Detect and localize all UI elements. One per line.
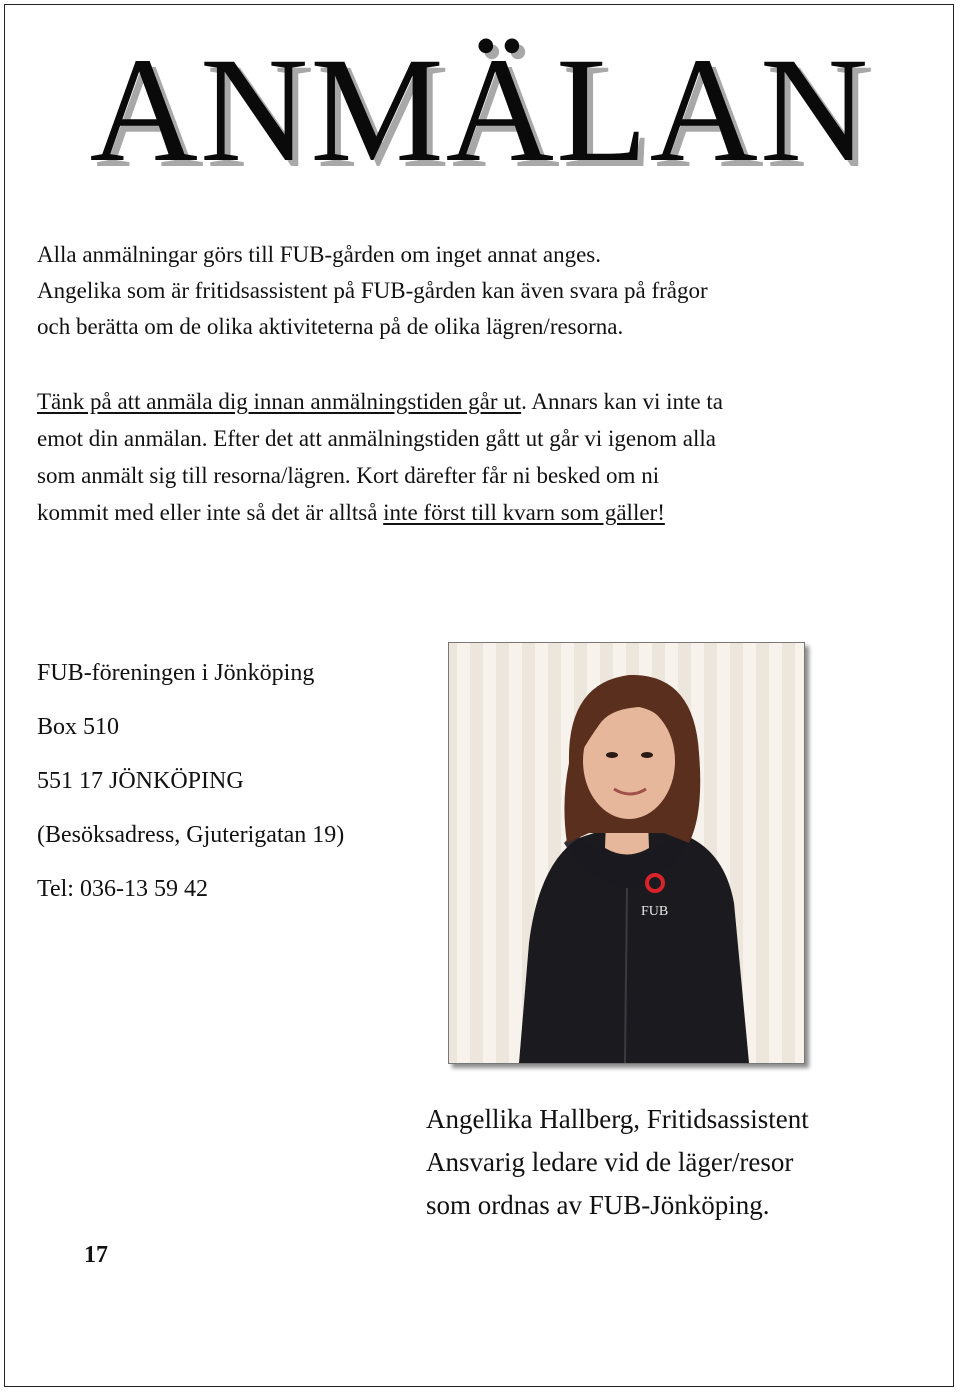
registration-notice	[37, 383, 917, 531]
intro-line: och berätta om de olika aktiviteterna på de olika lägren/resorna.	[37, 314, 624, 339]
notice-text: . Annars kan vi inte ta	[521, 389, 723, 414]
postal-city: 551 17 JÖNKÖPING	[37, 768, 244, 794]
intro-line: Alla anmälningar görs till FUB-gården om inget annat anges.	[37, 242, 602, 267]
page-number: 17	[84, 1242, 108, 1268]
caption-organizer: som ordnas av FUB-Jönköping.	[426, 1190, 770, 1220]
notice-line: som anmält sig till resorna/lägren. Kort därefter får ni besked om ni	[37, 463, 660, 488]
photo-caption	[426, 1098, 936, 1227]
contact-address	[37, 655, 417, 925]
page-title: ANMÄLAN	[89, 27, 871, 193]
organization-name: FUB-föreningen i Jönköping	[37, 660, 315, 686]
phone-number: Tel: 036-13 59 42	[37, 876, 208, 902]
caption-name: Angellika Hallberg, Fritidsassistent	[426, 1104, 809, 1134]
intro-paragraph	[37, 237, 917, 345]
notice-line: emot din anmälan. Efter det att anmälningstiden gått ut går vi igenom alla	[37, 426, 716, 451]
postbox: Box 510	[37, 714, 120, 740]
notice-line	[37, 383, 917, 420]
notice-text: kommit med eller inte så det är alltså	[37, 500, 384, 525]
fub-logo-text: FUB	[641, 904, 669, 919]
notice-line	[37, 494, 917, 531]
portrait-photo	[448, 642, 805, 1064]
intro-line: Angelika som är fritidsassistent på FUB-gården kan även svara på frågor	[37, 278, 708, 303]
deadline-warning: Tänk på att anmäla dig innan anmälningstiden går ut	[37, 389, 522, 414]
visiting-address: (Besöksadress, Gjuterigatan 19)	[37, 822, 345, 848]
caption-role: Ansvarig ledare vid de läger/resor	[426, 1147, 794, 1177]
first-come-disclaimer: inte först till kvarn som gäller!	[383, 500, 665, 525]
